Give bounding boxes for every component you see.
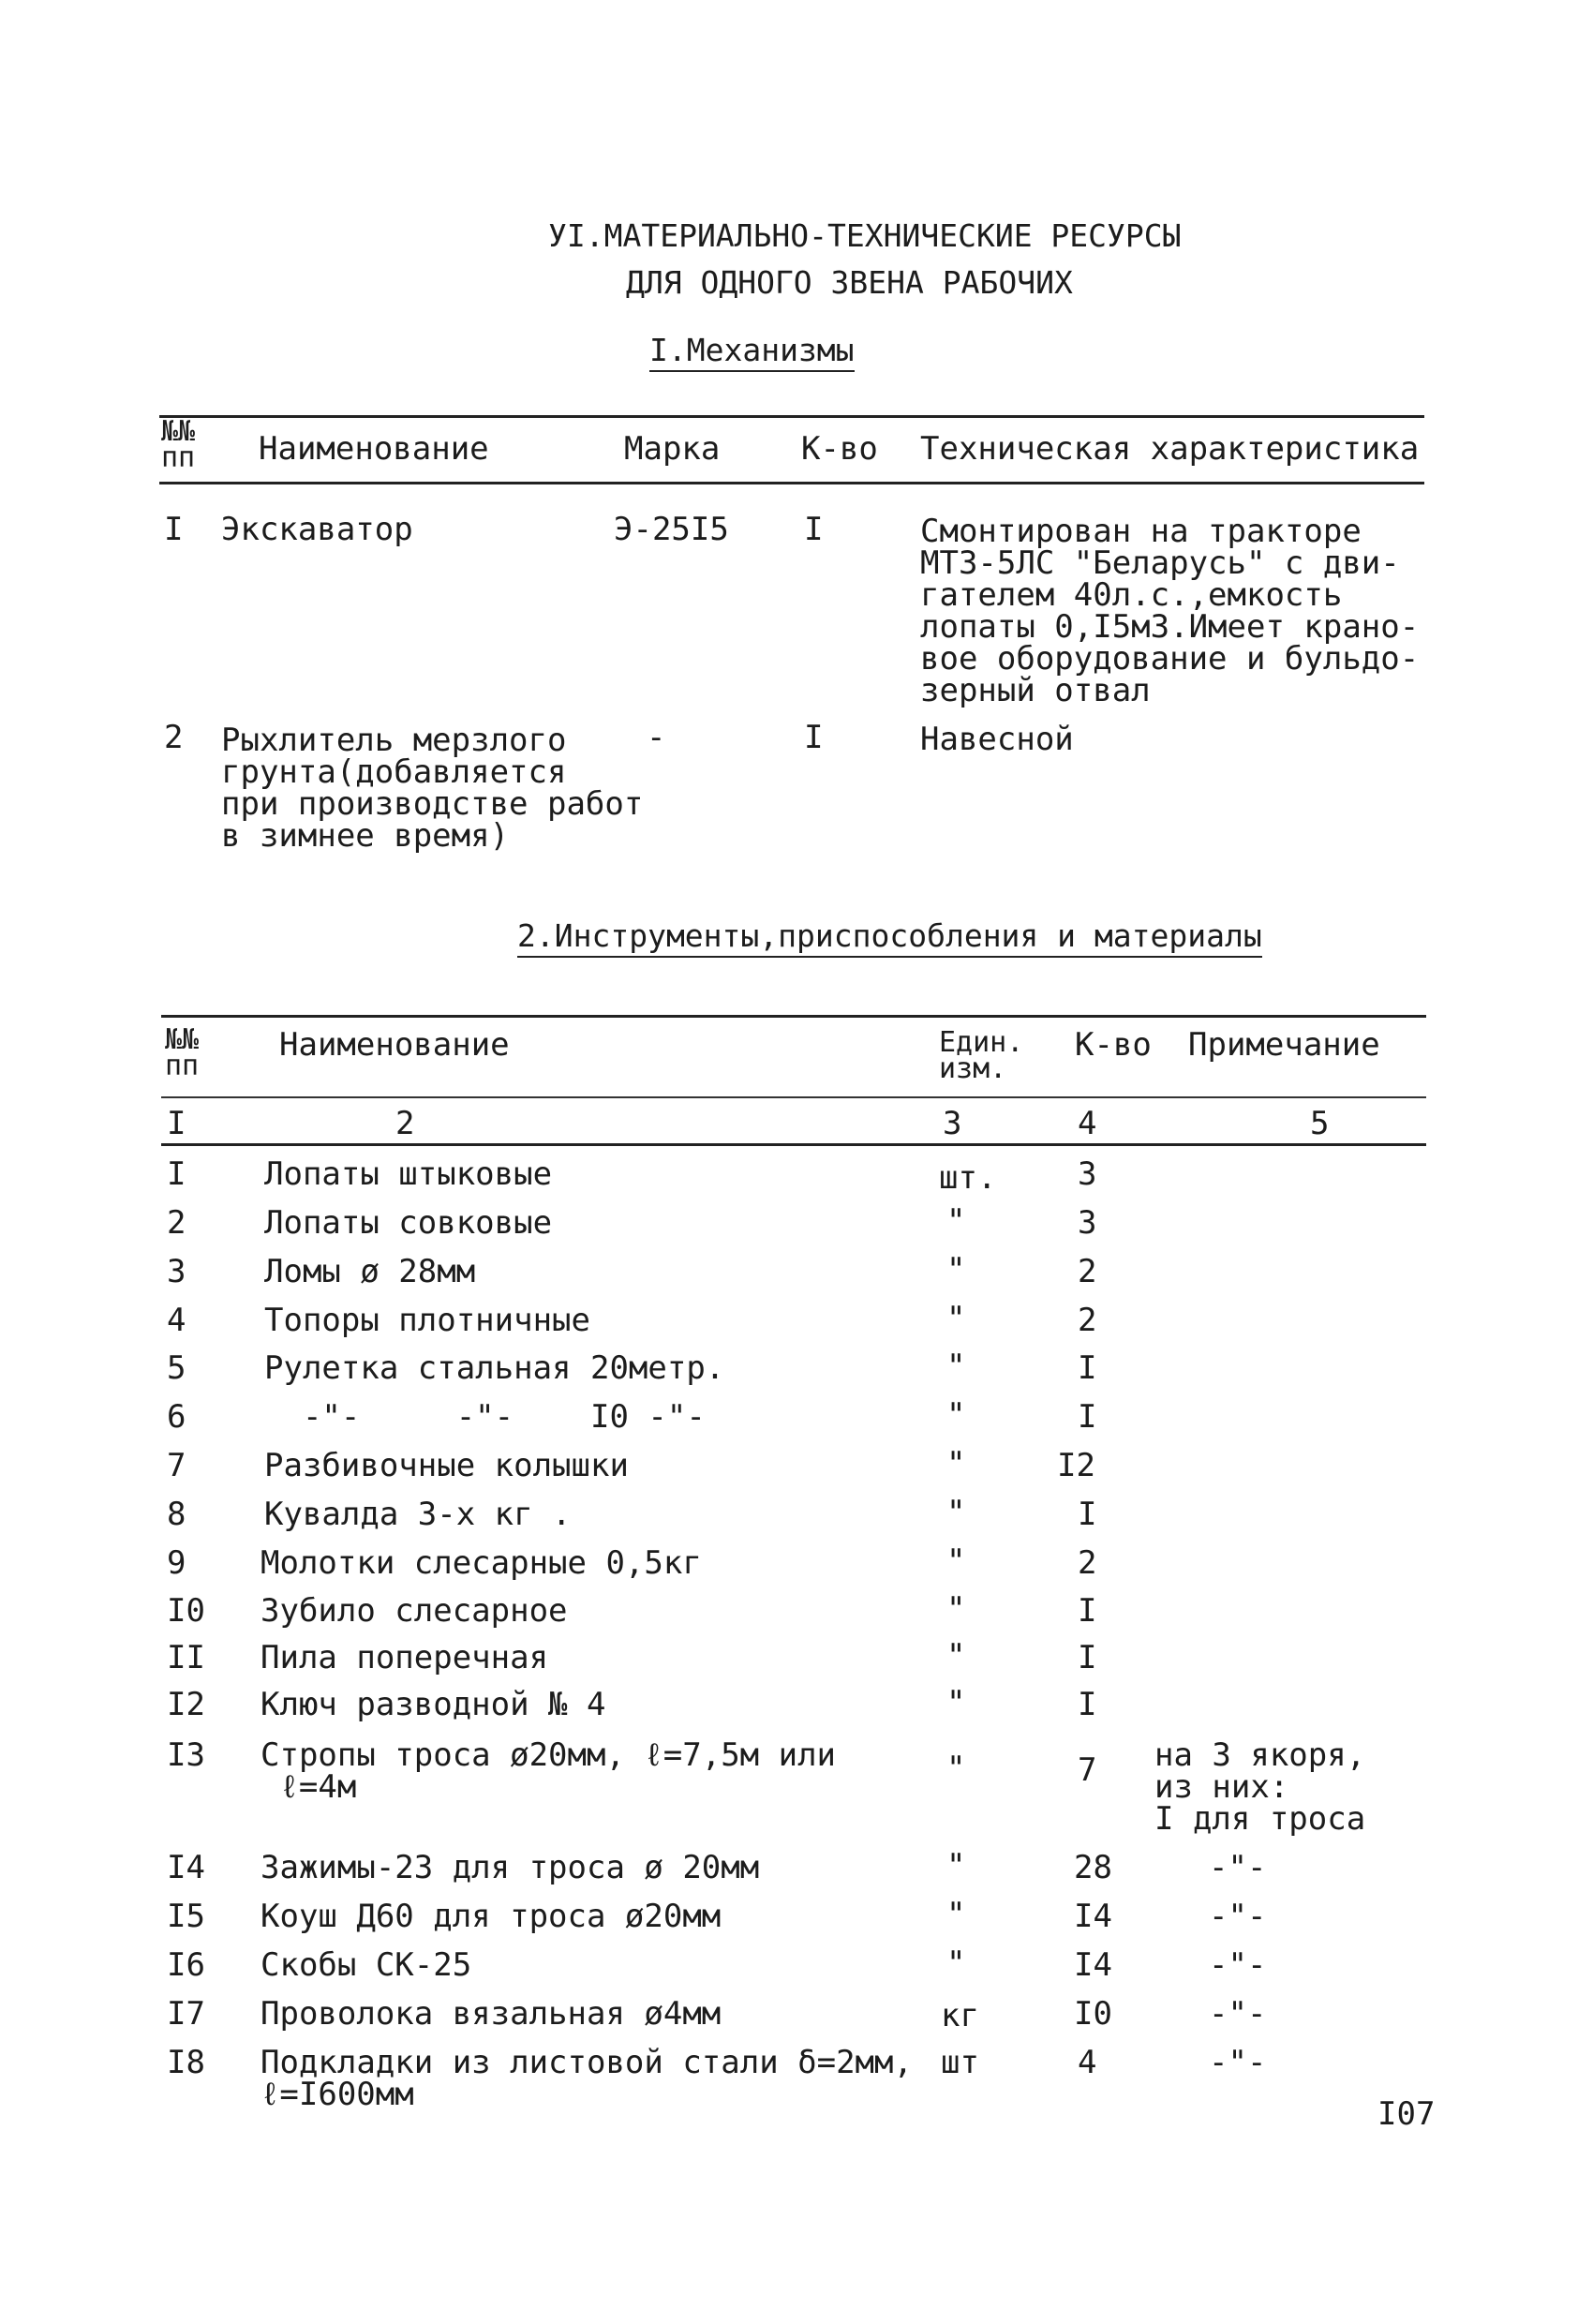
table1-row-1-num: I: [164, 511, 184, 548]
table2-row-5-num: 5: [167, 1349, 186, 1387]
table1-col-mark: Марка: [624, 430, 721, 468]
table2-row-16-name: Скобы СК-25: [261, 1946, 472, 1984]
table2-row-10-unit: ": [946, 1590, 966, 1628]
table2-row-6-unit: ": [946, 1396, 966, 1434]
table2-col-unit: Един. изм.: [939, 1026, 1024, 1085]
table2-row-3-unit: ": [946, 1251, 966, 1289]
table2-row-13-qty: 7: [1078, 1751, 1097, 1789]
table2-row-3-num: 3: [167, 1253, 186, 1290]
table2-row-10-qty: I: [1078, 1592, 1097, 1630]
table2-col-num: №№ пп: [165, 1023, 200, 1082]
table1-col-qty: К-во: [801, 430, 878, 468]
table1-col-spec: Техническая характеристика: [920, 430, 1420, 468]
table2-top-rule: [161, 1015, 1426, 1018]
table2-row-4-num: 4: [167, 1302, 186, 1339]
table1-header-rule: [159, 482, 1424, 484]
table2-row-8-qty: I: [1078, 1496, 1097, 1533]
table2-row-15-qty: I4: [1074, 1898, 1112, 1935]
table2-row-1-qty: 3: [1078, 1155, 1097, 1193]
table2-row-14-qty: 28: [1074, 1849, 1112, 1886]
section2-title: [517, 917, 1262, 954]
table2-row-2-unit: ": [946, 1202, 966, 1240]
table1-row-1-name: Экскаватор: [221, 511, 413, 548]
table2-row-9-qty: 2: [1078, 1544, 1097, 1582]
table2-row-18-name: Подкладки из листовой стали δ=2мм, ℓ=I600мм: [261, 2044, 913, 2113]
table2-row-15-name: Коуш Д60 для троса ø20мм: [261, 1898, 722, 1935]
table2-row-6-name: -"- -"- I0 -"-: [264, 1398, 706, 1436]
table2-row-7-qty: I2: [1057, 1447, 1095, 1484]
table2-row-14-num: I4: [167, 1849, 205, 1886]
table2-row-4-name: Топоры плотничные: [264, 1302, 590, 1339]
table2-row-18-num: I8: [167, 2044, 205, 2081]
table2-row-6-qty: I: [1078, 1398, 1097, 1436]
table2-row-15-note: -"-: [1209, 1898, 1267, 1935]
table2-row-12-num: I2: [167, 1686, 205, 1723]
table2-row-12-unit: ": [946, 1684, 966, 1721]
table2-row-10-num: I0: [167, 1592, 205, 1630]
table2-row-13-name: Стропы троса ø20мм, ℓ=7,5м или ℓ=4м: [261, 1736, 837, 1806]
section1-title: [649, 332, 855, 368]
table2-row-11-num: II: [167, 1639, 205, 1676]
table2-row-17-name: Проволока вязальная ø4мм: [261, 1995, 722, 2033]
table2-row-16-note: -"-: [1209, 1946, 1267, 1984]
table2-row-15-unit: ": [946, 1896, 966, 1933]
table2-row-4-unit: ": [946, 1300, 966, 1337]
table2-row-7-num: 7: [167, 1447, 186, 1484]
table2-row-18-note: -"-: [1209, 2044, 1267, 2081]
table2-row-8-name: Кувалда 3-х кг .: [264, 1496, 572, 1533]
table2-row-2-num: 2: [167, 1204, 186, 1242]
section1-title-text: I.Механизмы: [649, 332, 855, 372]
table2-row-18-unit: шт: [941, 2044, 979, 2081]
table2-row-15-num: I5: [167, 1898, 205, 1935]
table2-col-qty: К-во: [1075, 1026, 1152, 1064]
table2-row-3-qty: 2: [1078, 1253, 1097, 1290]
table2-row-4-qty: 2: [1078, 1302, 1097, 1339]
table2-colnum-2: 2: [395, 1105, 415, 1142]
table2-row-1-unit: шт.: [939, 1159, 997, 1197]
table2-row-16-qty: I4: [1074, 1946, 1112, 1984]
table2-row-9-name: Молотки слесарные 0,5кг: [261, 1544, 702, 1582]
table2-row-3-name: Ломы ø 28мм: [264, 1253, 476, 1290]
table2-row-12-qty: I: [1078, 1686, 1097, 1723]
table2-colnum-3: 3: [943, 1105, 962, 1142]
table1-top-rule: [159, 415, 1424, 418]
table2-row-10-name: Зубило слесарное: [261, 1592, 568, 1630]
table2-row-7-name: Разбивочные колышки: [264, 1447, 629, 1484]
table2-row-5-qty: I: [1078, 1349, 1097, 1387]
heading-line-2: ДЛЯ ОДНОГО ЗВЕНА РАБОЧИХ: [626, 264, 1073, 301]
table2-row-17-qty: I0: [1074, 1995, 1112, 2033]
table2-row-8-unit: ": [946, 1494, 966, 1531]
table2-col-name: Наименование: [279, 1026, 510, 1064]
table2-row-11-qty: I: [1078, 1639, 1097, 1676]
table2-colnum-5: 5: [1310, 1105, 1330, 1142]
table2-col-note: Примечание: [1188, 1026, 1380, 1064]
section2-title-text: 2.Инструменты,приспособления и материалы: [517, 917, 1262, 958]
table2-row-9-num: 9: [167, 1544, 186, 1582]
table2-row-5-unit: ": [946, 1348, 966, 1385]
table2-row-2-name: Лопаты совковые: [264, 1204, 553, 1242]
table1-row-1-spec: Смонтирован на тракторе МТЗ-5ЛС "Беларусь" с дви- гателем 40л.с.,емкость лопаты 0,I5мЗ.Имеет крано- вое оборудование и бульдо- зерный отвал: [920, 513, 1420, 709]
table2-row-17-num: I7: [167, 1995, 205, 2033]
table2-row-8-num: 8: [167, 1496, 186, 1533]
table2-colnum-4: 4: [1078, 1105, 1097, 1142]
table1-row-2-spec: Навесной: [920, 721, 1074, 758]
table2-row-11-name: Пила поперечная: [261, 1639, 549, 1676]
table1-row-2-mark: -: [647, 719, 666, 756]
table2-header-rule: [161, 1096, 1426, 1098]
table2-row-13-note: на 3 якоря, из них: I для троса: [1154, 1736, 1366, 1838]
heading-line-1: УI.МАТЕРИАЛЬНО-ТЕХНИЧЕСКИЕ РЕСУРСЫ: [548, 217, 1182, 254]
table2-row-18-qty: 4: [1078, 2044, 1097, 2081]
table2-row-14-name: Зажимы-23 для троса ø 20мм: [261, 1849, 760, 1886]
table2-row-9-unit: ": [946, 1542, 966, 1580]
table1-row-1-mark: Э-25I5: [614, 511, 729, 548]
table2-row-17-note: -"-: [1209, 1995, 1267, 2033]
page-number: I07: [1377, 2095, 1436, 2133]
table1-row-2-name: Рыхлитель мерзлого грунта(добавляется при производстве работ в зимнее время): [221, 722, 644, 855]
table2-row-1-name: Лопаты штыковые: [264, 1155, 553, 1193]
table2-row-14-note: -"-: [1209, 1849, 1267, 1886]
table2-row-14-unit: ": [946, 1847, 966, 1885]
table2-row-1-num: I: [167, 1155, 186, 1193]
table2-row-2-qty: 3: [1078, 1204, 1097, 1242]
table1-row-2-qty: I: [804, 719, 824, 756]
table1-row-2-num: 2: [164, 719, 184, 756]
table2-row-13-unit: ": [946, 1750, 966, 1787]
table2-colnum-1: I: [167, 1105, 186, 1142]
table2-row-13-num: I3: [167, 1736, 205, 1774]
table2-row-11-unit: ": [946, 1637, 966, 1675]
table2-row-6-num: 6: [167, 1398, 186, 1436]
table2-row-17-unit: кг: [941, 1997, 979, 2034]
table1-row-1-qty: I: [804, 511, 824, 548]
table2-row-12-name: Ключ разводной № 4: [261, 1686, 606, 1723]
table1-col-num: №№ пп: [161, 415, 196, 474]
table2-row-16-unit: ": [946, 1944, 966, 1982]
table1-col-name: Наименование: [259, 430, 489, 468]
table2-numbers-rule: [161, 1143, 1426, 1146]
table2-row-7-unit: ": [946, 1445, 966, 1482]
table2-row-5-name: Рулетка стальная 20метр.: [264, 1349, 725, 1387]
table2-row-16-num: I6: [167, 1946, 205, 1984]
